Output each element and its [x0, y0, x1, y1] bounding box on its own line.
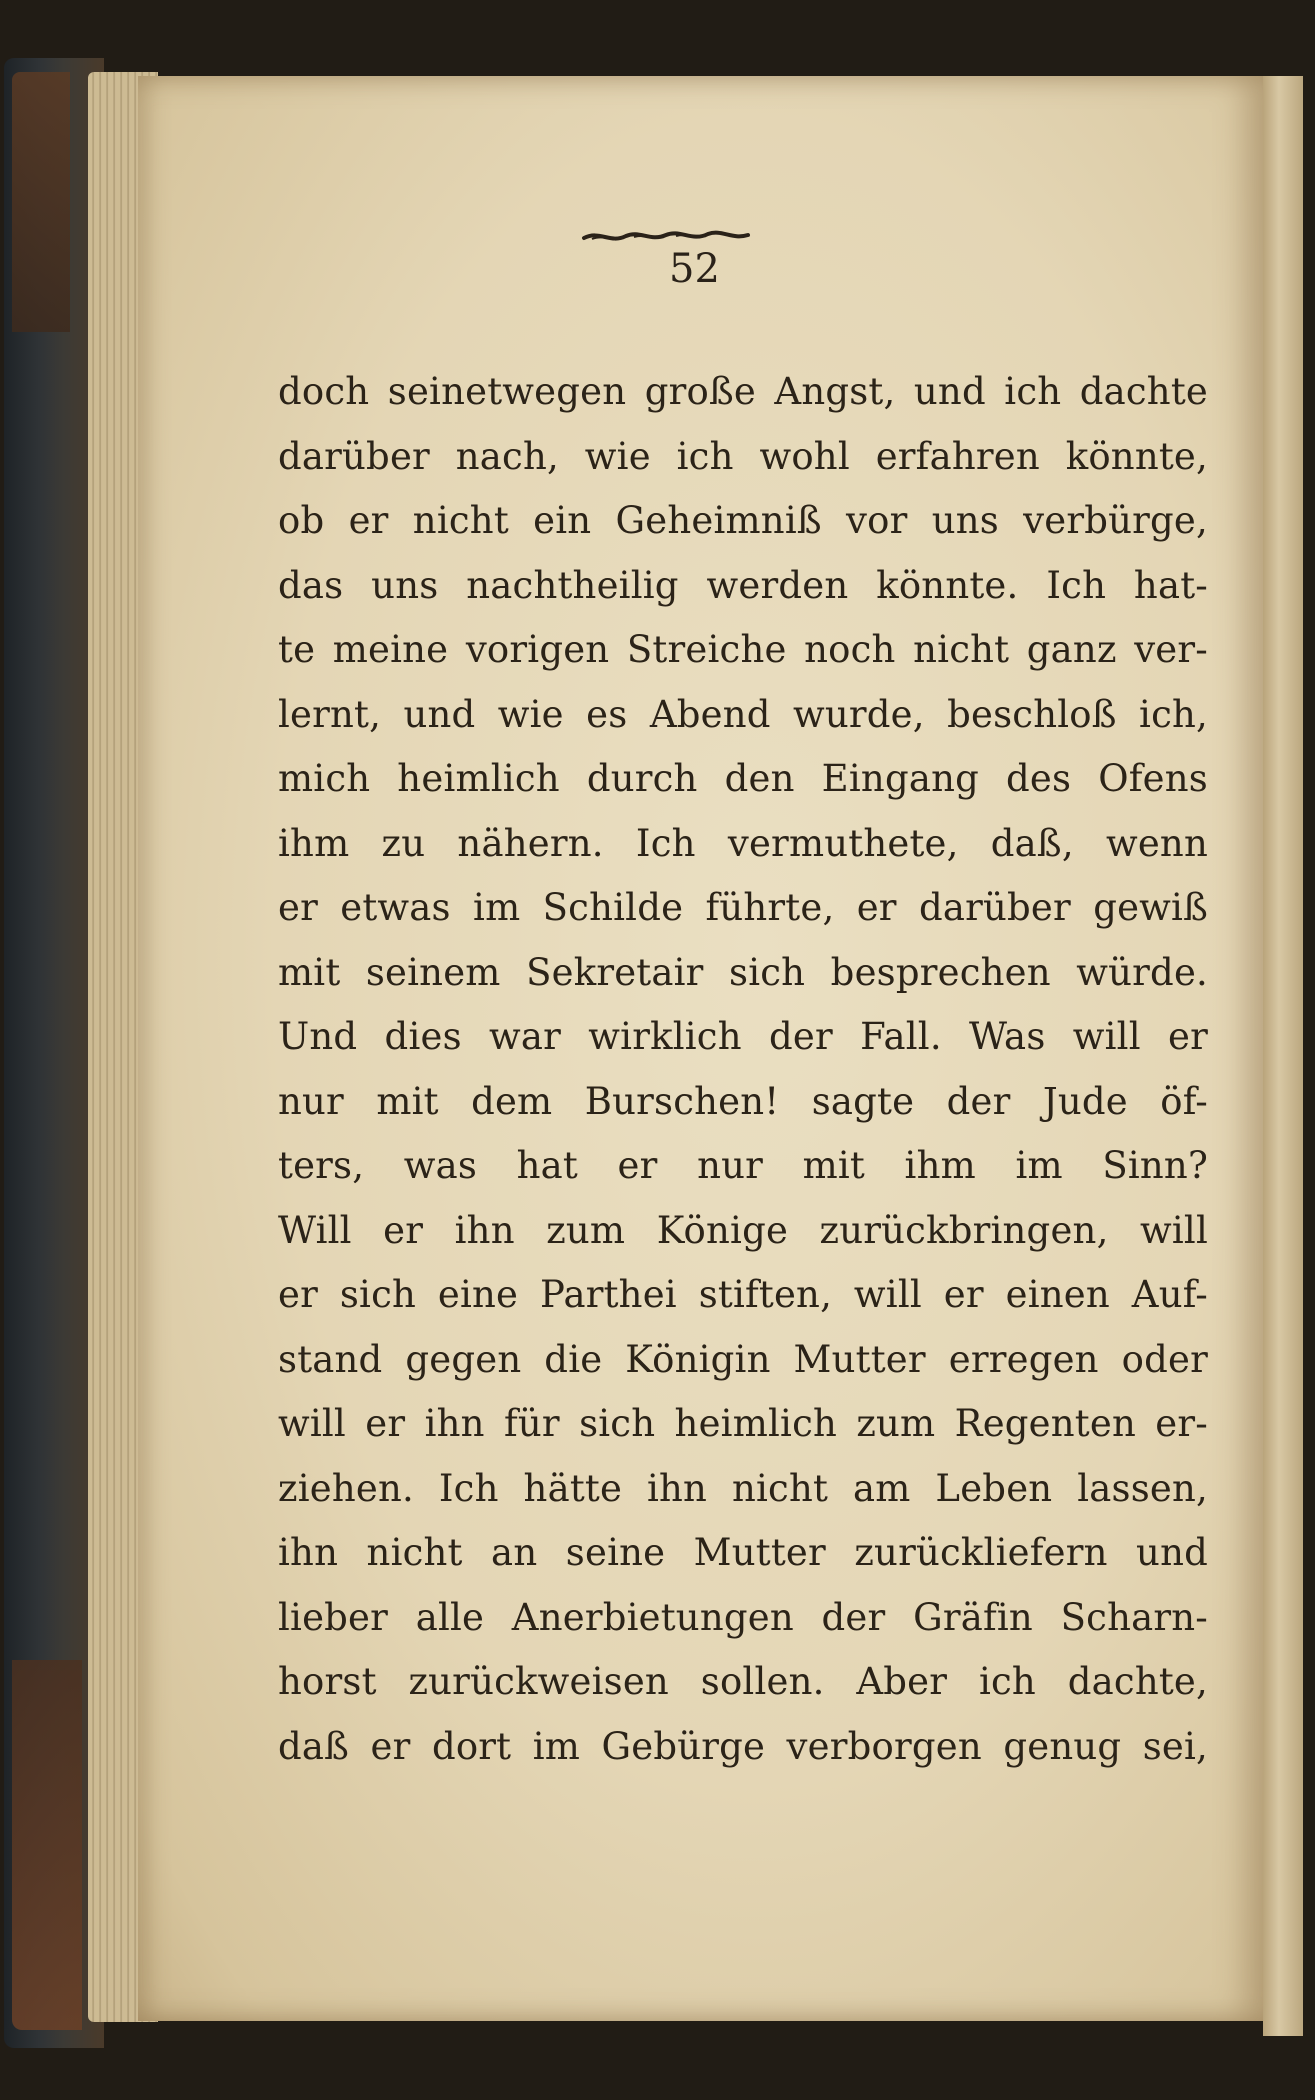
- text-line: mich heimlich durch den Eingang des Ofens: [278, 757, 1208, 800]
- page-number: [138, 246, 1263, 292]
- text-line: will er ihn für sich heimlich zum Regenten er-: [278, 1402, 1208, 1445]
- text-line: ziehen. Ich hätte ihn nicht am Leben lassen,: [278, 1466, 1208, 1510]
- leather-corner-bottom: [12, 1660, 82, 2030]
- text-line: lieber alle Anerbietungen der Gräfin Scharn-: [278, 1595, 1208, 1639]
- text-line: nur mit dem Burschen! sagte der Jude öf-: [278, 1079, 1208, 1123]
- text-line: ihm zu nähern. Ich vermuthete, daß, wenn: [278, 821, 1208, 865]
- text-line: das uns nachtheilig werden könnte. Ich hat-: [278, 563, 1208, 607]
- decorative-rule-icon: [580, 226, 760, 248]
- text-line: horst zurückweisen sollen. Aber ich dachte,: [278, 1660, 1208, 1703]
- text-line: daß er dort im Gebürge verborgen genug sei,: [278, 1724, 1208, 1768]
- text-line: Will er ihn zum Könige zurückbringen, will: [278, 1208, 1208, 1252]
- text-line: Und dies war wirklich der Fall. Was will er: [278, 1015, 1208, 1058]
- text-line: stand gegen die Königin Mutter erregen oder: [278, 1337, 1208, 1381]
- body-text: [278, 360, 1208, 1779]
- text-line: ihn nicht an seine Mutter zurückliefern und: [278, 1531, 1208, 1574]
- text-line: ters, was hat er nur mit ihm im Sinn?: [278, 1144, 1208, 1187]
- text-line: er etwas im Schilde führte, er darüber gewiß: [278, 886, 1208, 929]
- text-line: ob er nicht ein Geheimniß vor uns verbürge,: [278, 499, 1208, 542]
- leather-corner-top: [12, 72, 70, 332]
- text-line: darüber nach, wie ich wohl erfahren könnte,: [278, 434, 1208, 478]
- text-line: lernt, und wie es Abend wurde, beschloß ich,: [278, 692, 1208, 736]
- text-line: mit seinem Sekretair sich besprechen würde.: [278, 950, 1208, 994]
- page-number-text: 52: [669, 246, 720, 292]
- text-line: doch seinetwegen große Angst, und ich dachte: [278, 370, 1208, 413]
- facing-page-edge: [1263, 76, 1303, 2036]
- text-line: te meine vorigen Streiche noch nicht ganz ver-: [278, 628, 1208, 671]
- text-line: er sich eine Parthei stiften, will er einen Auf-: [278, 1273, 1208, 1316]
